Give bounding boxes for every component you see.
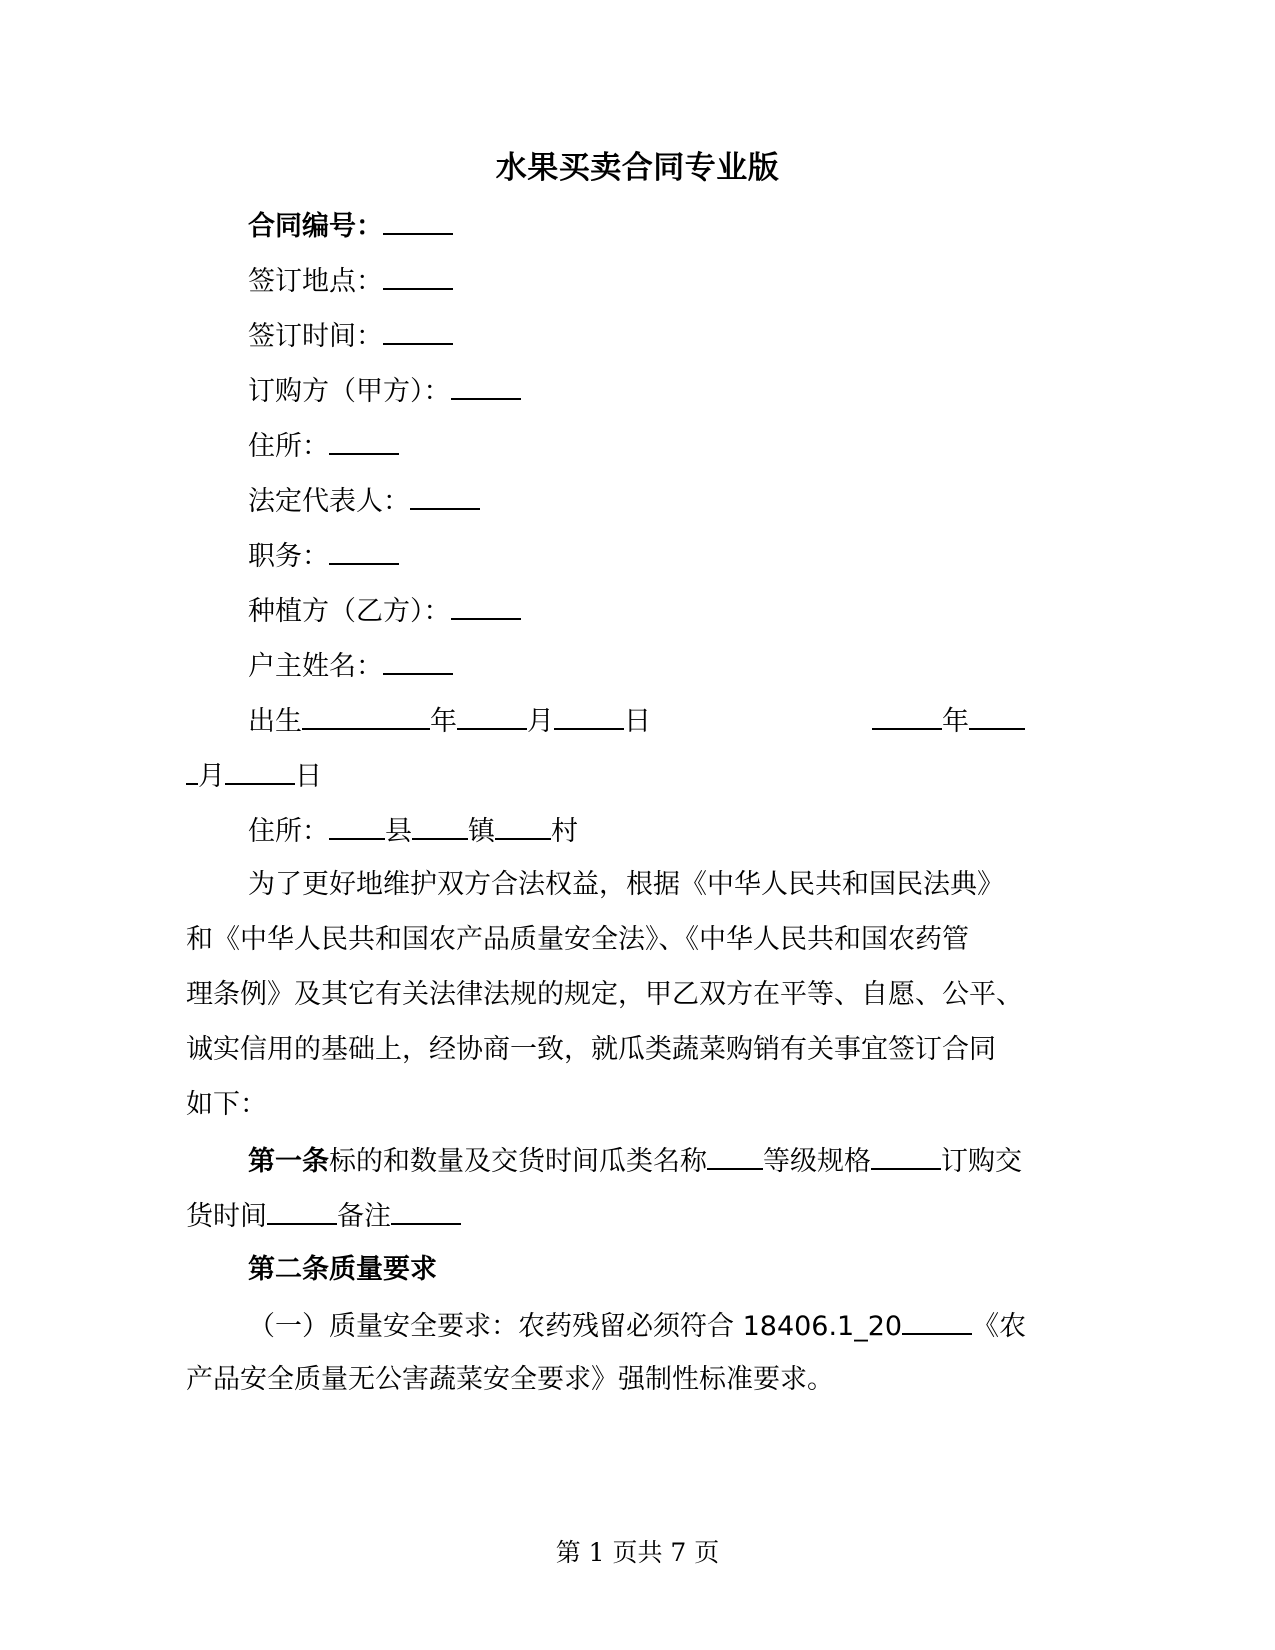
preamble-line: 和《中华人民共和国农产品质量安全法》、《中华人民共和国农药管 <box>186 924 969 955</box>
date2-year-blank <box>872 700 942 730</box>
birth-month-blank <box>457 700 527 730</box>
address2-label: 住所： <box>248 816 329 847</box>
contract-no-label: 合同编号： <box>248 211 383 242</box>
article1-remark-label: 备注 <box>337 1201 391 1232</box>
page-title: 水果买卖合同专业版 <box>495 150 780 186</box>
article2-p1-line1 <box>248 1305 1026 1347</box>
date2-day-blank <box>225 755 295 785</box>
position-blank <box>329 535 399 565</box>
preamble-line: 如下： <box>186 1089 267 1120</box>
address-line <box>248 425 399 467</box>
article2-p1-tail: 《农 <box>972 1311 1027 1342</box>
legal-rep-label: 法定代表人： <box>248 486 410 517</box>
legal-rep-line <box>248 480 480 522</box>
birth-year-label: 年 <box>430 706 457 737</box>
preamble-line: 为了更好地维护双方合法权益，根据《中华人民共和国民法典》 <box>248 869 1004 900</box>
address-label: 住所： <box>248 431 329 462</box>
standard-year-blank <box>902 1305 972 1335</box>
birth-prefix: 出生 <box>248 706 302 737</box>
grower-blank <box>451 590 521 620</box>
remark-blank <box>391 1195 461 1225</box>
melon-name-blank <box>707 1140 763 1170</box>
householder-label: 户主姓名： <box>248 651 383 682</box>
contract-no-line <box>248 205 453 247</box>
sign-place-label: 签订地点： <box>248 266 383 297</box>
spec-blank <box>871 1140 941 1170</box>
position-label: 职务： <box>248 541 329 572</box>
article2-p1-text: （一）质量安全要求：农药残留必须符合 18406.1_20 <box>248 1311 903 1342</box>
grower-label: 种植方（乙方）： <box>248 596 451 627</box>
village-label: 村 <box>551 816 578 847</box>
grower-line <box>248 590 521 632</box>
buyer-label: 订购方（甲方）： <box>248 376 451 407</box>
date2-year-label: 年 <box>942 706 969 737</box>
article1-delivery-label: 货时间 <box>186 1201 267 1232</box>
town-blank <box>412 810 468 840</box>
date2-line-part1 <box>872 700 1025 742</box>
birth-line <box>248 700 651 742</box>
address2-line <box>248 810 578 852</box>
article1-heading: 第一条 <box>248 1146 329 1177</box>
buyer-line <box>248 370 521 412</box>
sign-time-blank <box>383 315 453 345</box>
article1-order-label: 订购交 <box>941 1146 1022 1177</box>
address-blank <box>329 425 399 455</box>
village-blank <box>495 810 551 840</box>
birth-month-label: 月 <box>527 706 554 737</box>
sign-place-line <box>248 260 453 302</box>
page-number-footer: 第 1 页共 7 页 <box>555 1538 720 1567</box>
birth-day-label: 日 <box>624 706 651 737</box>
contract-no-blank <box>383 205 453 235</box>
position-line <box>248 535 399 577</box>
buyer-blank <box>451 370 521 400</box>
county-label: 县 <box>385 816 412 847</box>
date2-month-label: 月 <box>198 761 225 792</box>
delivery-time-blank <box>267 1195 337 1225</box>
article1-line2 <box>186 1195 461 1237</box>
article2-heading: 第二条质量要求 <box>248 1254 437 1285</box>
householder-line <box>248 645 453 687</box>
date2-line-part2 <box>186 755 322 797</box>
legal-rep-blank <box>410 480 480 510</box>
article1-line1 <box>248 1140 1022 1182</box>
preamble-line: 诚实信用的基础上，经协商一致，就瓜类蔬菜购销有关事宜签订合同 <box>186 1034 996 1065</box>
sign-time-label: 签订时间： <box>248 321 383 352</box>
householder-blank <box>383 645 453 675</box>
date2-month-blank-a <box>969 700 1025 730</box>
birth-day-blank <box>554 700 624 730</box>
date2-day-label: 日 <box>295 761 322 792</box>
town-label: 镇 <box>468 816 495 847</box>
article1-spec-label: 等级规格 <box>763 1146 871 1177</box>
county-blank <box>329 810 385 840</box>
article2-p1-line2: 产品安全质量无公害蔬菜安全要求》强制性标准要求。 <box>186 1364 834 1395</box>
article1-text: 标的和数量及交货时间瓜类名称 <box>329 1146 707 1177</box>
date2-month-blank-b <box>186 755 198 785</box>
preamble-line: 理条例》及其它有关法律法规的规定，甲乙双方在平等、自愿、公平、 <box>186 979 1023 1010</box>
sign-time-line <box>248 315 453 357</box>
sign-place-blank <box>383 260 453 290</box>
birth-year-blank <box>302 700 430 730</box>
